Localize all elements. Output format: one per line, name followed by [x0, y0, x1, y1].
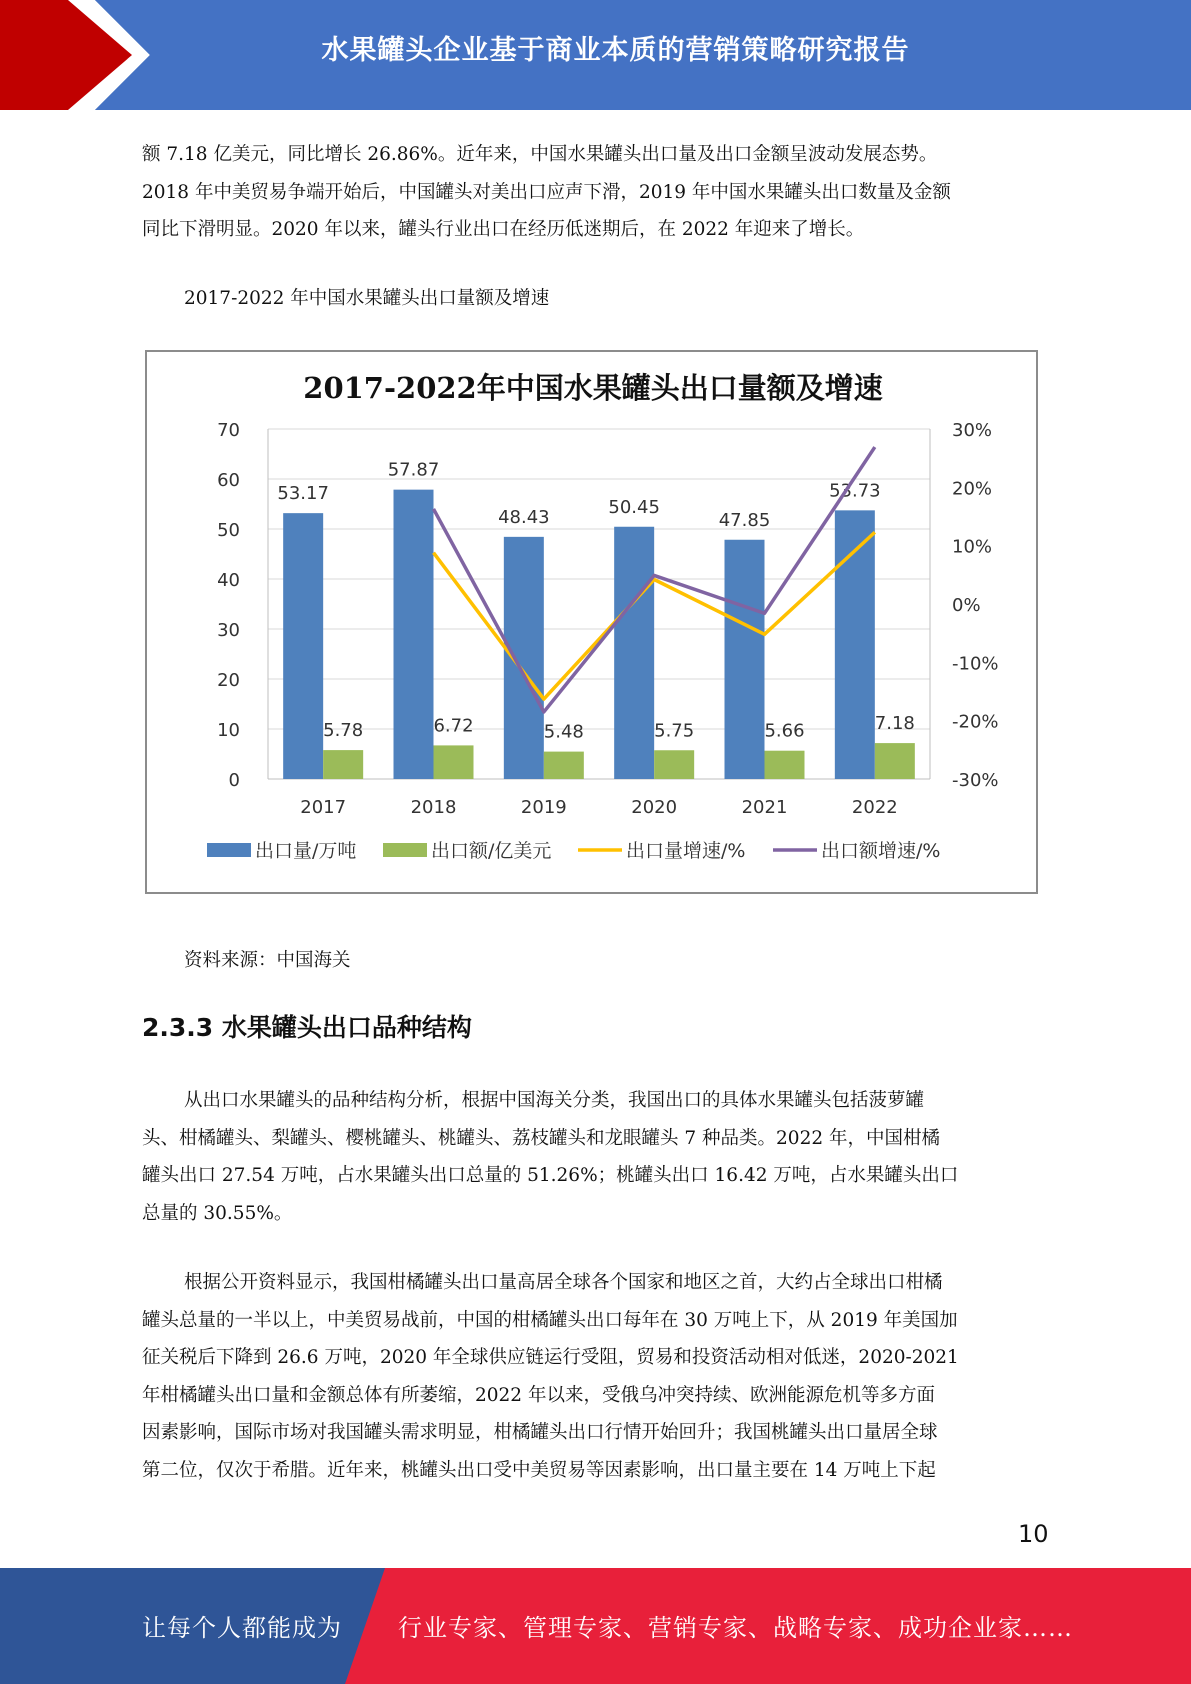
page-number: 10	[1018, 1520, 1049, 1548]
page-footer	[0, 1568, 1191, 1684]
bar	[323, 750, 363, 779]
text-line: 征关税后下降到 26.6 万吨，2020 年全球供应链运行受阻，贸易和投资活动相对低迷，2020-2021	[142, 1347, 959, 1368]
body-paragraph	[142, 1082, 1052, 1232]
x-tick-label: 2022	[851, 797, 898, 818]
data-label: 5.75	[654, 720, 695, 742]
export-chart	[145, 350, 1038, 894]
data-label: 50.45	[608, 496, 660, 518]
y-left-tick-label: 10	[217, 720, 240, 741]
y-left-tick-label: 50	[217, 520, 240, 541]
y-left-tick-label: 60	[217, 470, 240, 491]
x-tick-label: 2019	[520, 797, 567, 818]
data-label: 53.73	[829, 480, 881, 502]
data-label: 5.78	[323, 720, 364, 742]
legend-label: 出口量增速/%	[626, 840, 746, 862]
legend-label: 出口量/万吨	[255, 840, 357, 862]
bar	[614, 527, 654, 779]
bar	[725, 540, 765, 779]
bar	[394, 490, 434, 779]
y-right-tick-label: -10%	[952, 653, 999, 675]
section-heading: 2.3.3 水果罐头出口品种结构	[142, 1013, 472, 1042]
data-label: 5.48	[543, 721, 584, 743]
legend-label: 出口额增速/%	[821, 840, 941, 862]
y-left-tick-label: 40	[217, 570, 240, 591]
footer-slogan: 让每个人都能成为	[142, 1614, 342, 1642]
x-tick-label: 2017	[300, 797, 347, 818]
legend-label: 出口额/亿美元	[431, 840, 552, 862]
intro-paragraph	[142, 136, 1052, 249]
text-line: 因素影响，国际市场对我国罐头需求明显，柑橘罐头出口行情开始回升；我国桃罐头出口量居全球	[142, 1422, 938, 1443]
data-label: 48.43	[498, 506, 550, 528]
y-right-tick-label: 30%	[952, 420, 993, 441]
y-left-tick-label: 20	[217, 670, 240, 691]
text-line: 根据公开资料显示，我国柑橘罐头出口量高居全球各个国家和地区之首，大约占全球出口柑橘	[184, 1272, 943, 1293]
bar	[544, 752, 584, 779]
y-right-tick-label: 20%	[952, 478, 993, 500]
legend-swatch	[383, 843, 427, 857]
chart-title: 2017-2022年中国水果罐头出口量额及增速	[303, 371, 883, 405]
chart-canvas	[147, 352, 1040, 896]
text-line: 总量的 30.55%。	[142, 1202, 293, 1224]
bar	[765, 751, 805, 779]
y-right-tick-label: 0%	[952, 595, 981, 616]
text-line: 罐头总量的一半以上，中美贸易战前，中国的柑橘罐头出口每年在 30 万吨上下，从 2019 年美国加	[142, 1309, 958, 1331]
bar	[434, 745, 474, 779]
data-label: 5.66	[764, 720, 805, 742]
data-label: 47.85	[718, 509, 771, 531]
report-title: 水果罐头企业基于商业本质的营销策略研究报告	[321, 35, 910, 66]
footer-roles: 行业专家、管理专家、营销专家、战略专家、成功企业家……	[398, 1614, 1073, 1642]
data-label: 53.17	[277, 483, 329, 505]
legend-swatch	[207, 843, 251, 857]
x-tick-label: 2018	[410, 797, 457, 818]
text-line: 第二位，仅次于希腊。近年来，桃罐头出口受中美贸易等因素影响，出口量主要在 14 万吨上下起	[142, 1459, 936, 1481]
text-line: 罐头出口 27.54 万吨，占水果罐头出口总量的 51.26%；桃罐头出口 16.42 万吨，占水果罐头出口	[142, 1165, 959, 1186]
y-left-tick-label: 0	[228, 770, 240, 791]
y-right-tick-label: -30%	[952, 770, 999, 791]
data-label: 57.87	[387, 459, 440, 481]
text-line: 同比下滑明显。2020 年以来，罐头行业出口在经历低迷期后，在 2022 年迎来了增长。	[142, 219, 865, 240]
source-note: 资料来源：中国海关	[184, 950, 351, 971]
bar	[654, 750, 694, 779]
y-left-tick-label: 70	[217, 420, 240, 441]
x-tick-label: 2021	[741, 797, 788, 818]
x-tick-label: 2020	[631, 797, 678, 818]
text-line: 从出口水果罐头的品种结构分析，根据中国海关分类，我国出口的具体水果罐头包括菠萝罐	[184, 1090, 925, 1111]
bar	[283, 513, 323, 779]
page-header	[0, 0, 1191, 110]
text-line: 2018 年中美贸易争端开始后，中国罐头对美出口应声下滑，2019 年中国水果罐头出口数量及金额	[142, 181, 951, 203]
text-line: 头、柑橘罐头、梨罐头、樱桃罐头、桃罐头、荔枝罐头和龙眼罐头 7 种品类。2022 年，中国柑橘	[142, 1127, 940, 1149]
bar	[504, 537, 544, 779]
text-line: 额 7.18 亿美元，同比增长 26.86%。近年来，中国水果罐头出口量及出口金额呈波动发展态势。	[142, 144, 938, 165]
body-paragraph	[142, 1264, 1052, 1489]
y-left-tick-label: 30	[217, 620, 240, 641]
data-label: 6.72	[433, 715, 474, 737]
data-label: 7.18	[874, 713, 915, 735]
y-right-tick-label: 10%	[952, 536, 993, 558]
y-right-tick-label: -20%	[952, 711, 999, 733]
bar	[875, 743, 915, 779]
figure-caption: 2017-2022 年中国水果罐头出口量额及增速	[184, 288, 550, 309]
text-line: 年柑橘罐头出口量和金额总体有所萎缩，2022 年以来，受俄乌冲突持续、欧洲能源危机等多方面	[142, 1384, 935, 1406]
